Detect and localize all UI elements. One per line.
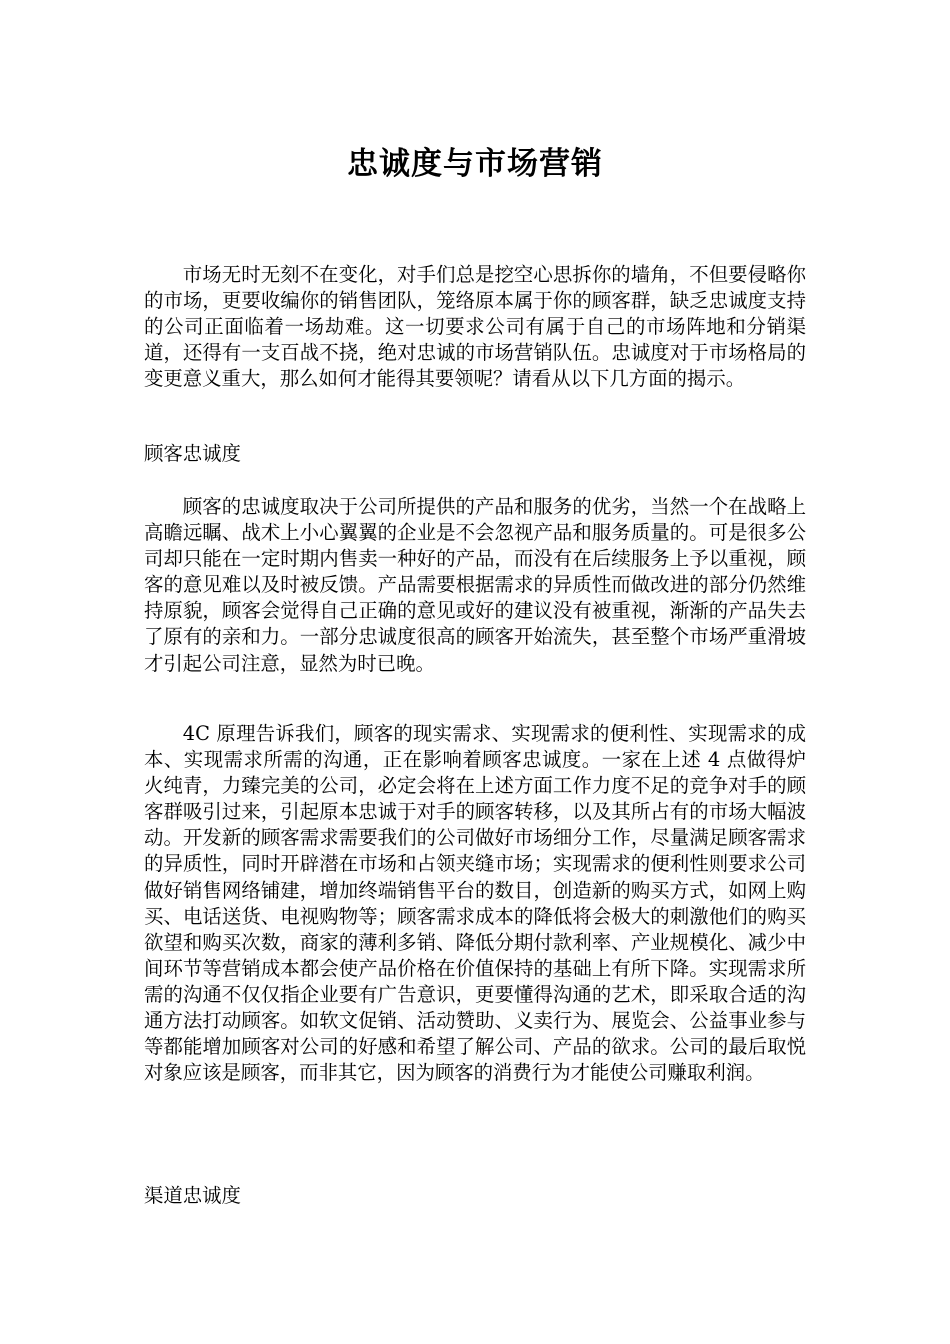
section-heading-customer-loyalty: 顾客忠诚度 [144,442,241,465]
document-title: 忠诚度与市场营销 [347,146,603,182]
intro-paragraph: 市场无时无刻不在变化，对手们总是挖空心思拆你的墙角，不但要侵略你的市场，更要收编你的销售团队，笼络原本属于你的顾客群，缺乏忠诚度支持的公司正面临着一场劫难。这一切要求公司有属于自己的市场阵地和分销渠道，还得有一支百战不挠，绝对忠诚的市场营销队伍。忠诚度对于市场格局的变更意义重大，那么如何才能得其要领呢？请看从以下几方面的揭示。 [144,263,806,391]
customer-loyalty-paragraph-2: 4C 原理告诉我们，顾客的现实需求、实现需求的便利性、实现需求的成本、实现需求所需的沟通，正在影响着顾客忠诚度。一家在上述 4 点做得炉火纯青，力臻完美的公司，必定会将在上述方面工作力度不足的竞争对手的顾客群吸引过来，引起原本忠诚于对手的顾客转移，以及其所占有的市场大幅波动。开发新的顾客需求需要我们的公司做好市场细分工作，尽量满足顾客需求的异质性，同时开辟潜在市场和占领夹缝市场；实现需求的便利性则要求公司做好销售网络铺建，增加终端销售平台的数目，创造新的购买方式，如网上购买、电话送货、电视购物等；顾客需求成本的降低将会极大的刺激他们的购买欲望和购买次数，商家的薄利多销、降低分期付款利率、产业规模化、减少中间环节等营销成本都会使产品价格在价值保持的基础上有所下降。实现需求所需的沟通不仅仅指企业要有广告意识，更要懂得沟通的艺术，即采取合适的沟通方法打动顾客。如软文促销、活动赞助、义卖行为、展览会、公益事业参与等都能增加顾客对公司的好感和希望了解公司、产品的欲求。公司的最后取悦对象应该是顾客，而非其它，因为顾客的消费行为才能使公司赚取利润。 [144,722,806,1085]
section-heading-channel-loyalty: 渠道忠诚度 [144,1184,241,1207]
customer-loyalty-paragraph-1: 顾客的忠诚度取决于公司所提供的产品和服务的优劣，当然一个在战略上高瞻远瞩、战术上小心翼翼的企业是不会忽视产品和服务质量的。可是很多公司却只能在一定时期内售卖一种好的产品，而没有在后续服务上予以重视，顾客的意见难以及时被反馈。产品需要根据需求的异质性而做改进的部分仍然维持原貌，顾客会觉得自己正确的意见或好的建议没有被重视，渐渐的产品失去了原有的亲和力。一部分忠诚度很高的顾客开始流失，甚至整个市场严重滑坡才引起公司注意，显然为时已晚。 [144,495,806,675]
